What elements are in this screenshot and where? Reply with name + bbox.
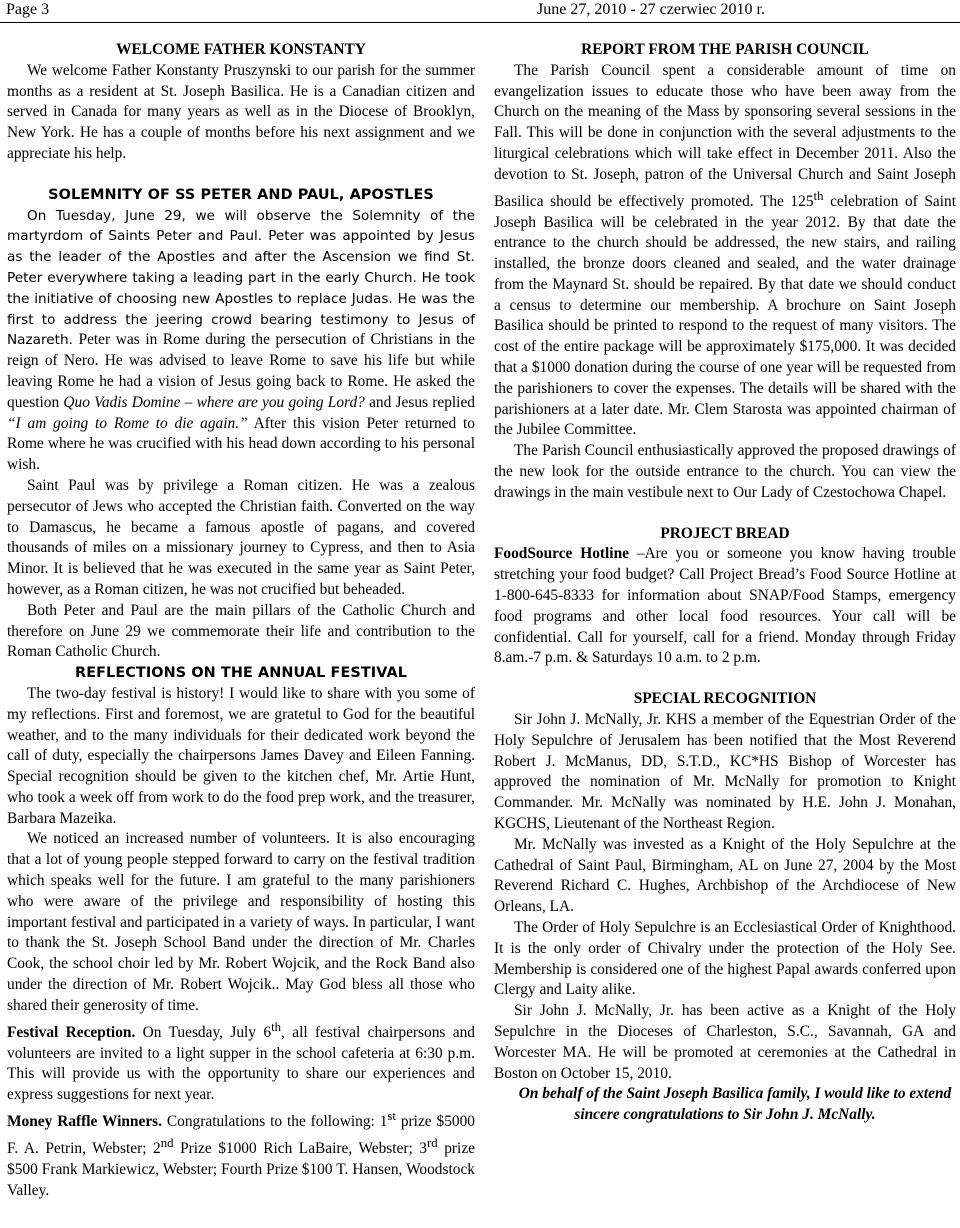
recognition-title: SPECIAL RECOGNITION (633, 690, 817, 708)
right-column (494, 40, 956, 1126)
solemnity-paragraph-2: Saint Paul was by privilege a Roman citizen. He was a zealous persecutor of Jews who accepted the Christian faith. Converted on the way to Damascus, he became a famous apostle of pagans, and covered thousands of miles on a missionary journey to Cypress, and then to Asia Minor. It is believed that he was executed in the same year as Saint Peter, however, as a Roman citizen, he was not crucified but beheaded. (7, 476, 475, 598)
council-paragraph-1: The Parish Council spent a considerable amount of time on evangelization issues to educate those who have been away from the Church on the meaning of the Mass by sponsoring several sessions in the Fall. This will be done in conjunction with the several adjustments to the liturgical celebrations which will take effect in December 2011. Also the devotion to St. Joseph, patron of the Universal Church and Saint Joseph Basilica should be effectively promoted. The 125th celebration of Saint Joseph Basilica will be celebrated in the year 2012. By that date the entrance to the church should be addressed, the new stairs, and railing installed, the bronze doors cleaned and sealed, and the water drainage from the Maynard St. should be repaired. By that date we should conduct a census to determine our membership. A brochure on Saint Joseph Basilica should be printed to respond to the request of many visitors. The cost of the entire package will be approximately $175,000. It was decided that a $1000 donation during the course of one year will be requested from the parishioners to cover the expenses. The details will be shared with the parishioners at a later date. Mr. Clem Starosta was appointed chairman of the Jubilee Committee. (494, 61, 956, 439)
bread-paragraph: FoodSource Hotline –Are you or someone you know having trouble stretching your food budget? Call Project Bread’s Food Source Hotline at 1-800-645-8333 for information about SNAP/Food Stamps, emergency food programs and other local food resources. Your call will be confidential. Call for yourself, call for a friend. Monday through Friday 8.am.-7 p.m. & Saturdays 10 a.m. to 2 p.m. (494, 545, 956, 667)
solemnity-title: SOLEMNITY OF SS PETER AND PAUL, APOSTLES (48, 186, 434, 203)
council-title: REPORT FROM THE PARISH COUNCIL (581, 41, 869, 58)
bread-title: PROJECT BREAD (660, 524, 790, 542)
festival-reception-label: Festival Reception. (7, 1023, 136, 1041)
solemnity-paragraph-1: On Tuesday, June 29, we will observe the Solemnity of the martyrdom of Saints Peter and Paul. Peter was appointed by Jesus as the leader of the Apostles and after the Ascension we find St. Peter everywhere taking a leading part in the early Church. He took the initiative of choosing new Apostles to replace Judas. He was the first to address the jeering crowd bearing testimony to Jesus of Nazareth. Peter was in Rome during the persecution of Christians in the reign of Nero. He was advised to leave Rome to save his life but while leaving Rome he had a vision of Jesus going back to Rome. He asked the question Quo Vadis Domine – where are you going Lord? and Jesus replied “I am going to Rome to die again.” After this vision Peter returned to Rome where he was crucified with his head down according to his personal wish. (7, 207, 475, 474)
jesus-reply-quote: “I am going to Rome to die again.” (7, 414, 248, 432)
recognition-paragraph-1: Sir John J. McNally, Jr. KHS a member of the Equestrian Order of the Holy Sepulchre of Jerusalem has been notified that the Most Reverend Robert J. McManus, DD, S.T.D., KC*HS Bishop of Worcester has approved the nomination of Mr. McNally for promotion to Knight Commander. Mr. McNally was nominated by H.E. John J. Monahan, KGCHS, Lieutenant of the Northeast Region. (494, 711, 956, 833)
reflections-paragraph-1: The two-day festival is history! I would like to share with you some of my reflections. First and foremost, we are gratetul to God for the beautiful weather, and to the many individuals for their dedicated work beyond the call of duty, especially the chairpersons James Davey and Eileen Fanning. Special recognition should be given to the kitchen chef, Mr. Artie Hunt, who took a week off from work to do the food prep work, and the treasurer, Barbara Mazeika. (7, 684, 475, 827)
reflections-paragraph-2: We noticed an increased number of volunteers. It is also encouraging that a lot of young people stepped forward to carry on the festival tradition which speaks well for the future. I am grateful to the many parishioners who were aware of the privilege and responsibility of hosting this important festival and participated in a variety of ways. In particular, I want to thank the St. Joseph School Band under the direction of Mr. Charles Cook, the school choir led by Mr. Robert Wojcik, and the Rock Band also under the direction of Mr. Robert Wojcik.. May God bless all those who shared their generosity of time. (7, 830, 475, 1014)
solemnity-paragraph-3: Both Peter and Paul are the main pillars of the Catholic Church and therefore on June 29 we commemorate their life and contribution to the Roman Catholic Church. (7, 601, 475, 661)
page-header (0, 0, 960, 23)
left-column (7, 40, 475, 1201)
quo-vadis-quote: Quo Vadis Domine – where are you going Lord? (63, 393, 365, 411)
recognition-paragraph-4: Sir John J. McNally, Jr. has been active as a Knight of the Holy Sepulchre in the Dioceses of Charleston, S.C., Savannah, GA and Worcester MA. He will be promoted at ceremonies at the Cathedral in Boston on October 15, 2010. (494, 1002, 956, 1082)
issue-date: June 27, 2010 - 27 czerwiec 2010 r. (537, 1, 765, 18)
raffle-winners-paragraph: Money Raffle Winners. Congratulations to the following: 1st prize $5000 F. A. Petrin, Webster; 2nd Prize $1000 Rich LaBaire, Webster; 3rd prize $500 Frank Markiewicz, Webster; Fourth Prize $100 T. Hansen, Woodstock Valley. (7, 1108, 475, 1199)
festival-reception-paragraph: Festival Reception. On Tuesday, July 6th, all festival chairpersons and volunteers are invited to a light supper in the school cafeteria at 6:30 p.m. This will provide us with the opportunity to share our experiences and express suggestions for next year. (7, 1019, 475, 1104)
foodsource-hotline-label: FoodSource Hotline (494, 545, 629, 563)
welcome-title: WELCOME FATHER KONSTANTY (116, 41, 366, 58)
recognition-paragraph-3: The Order of Holy Sepulchre is an Ecclesiastical Order of Knighthood. It is the only order of Chivalry under the protection of the Holy See. Membership is considered one of the highest Papal awards conferred upon Clergy and Laity alike. (494, 919, 956, 999)
congratulations-closing: On behalf of the Saint Joseph Basilica family, I would like to extend sincere congratulations to Sir John J. McNally. (518, 1085, 952, 1124)
reflections-title: REFLECTIONS ON THE ANNUAL FESTIVAL (75, 665, 407, 682)
raffle-winners-label: Money Raffle Winners. (7, 1113, 162, 1131)
recognition-paragraph-2: Mr. McNally was invested as a Knight of the Holy Sepulchre at the Cathedral of Saint Paul, Birmingham, AL on June 27, 2004 by the Most Reverend Richard C. Hughes, Archbishop of the Archdiocese of New Orleans, LA. (494, 835, 956, 916)
solemnity-intro-text: On Tuesday, June 29, we will observe the Solemnity of the martyrdom of Saints Peter and Paul. Peter was appointed by Jesus as the leader of the Apostles and after the Ascension we find St. Peter everywhere taking a leading part in the early Church. He took the initiative of choosing new Apostles to replace Judas. He was the first to address the jeering crowd bearing testimony to Jesus of Nazareth. (7, 207, 475, 349)
council-paragraph-2: The Parish Council enthusiastically approved the proposed drawings of the new look for the outside entrance to the church. You can view the drawings in the main vestibule next to Our Lady of Czestochowa Chapel. (494, 442, 956, 501)
welcome-paragraph: We welcome Father Konstanty Pruszynski to our parish for the summer months as a resident at St. Joseph Basilica. He is a Canadian citizen and served in Canada for many years as well as in the Diocese of Brooklyn, New York. He has a couple of months before his next assignment and we appreciate his help. (7, 61, 475, 162)
page-number: Page 3 (6, 1, 50, 18)
